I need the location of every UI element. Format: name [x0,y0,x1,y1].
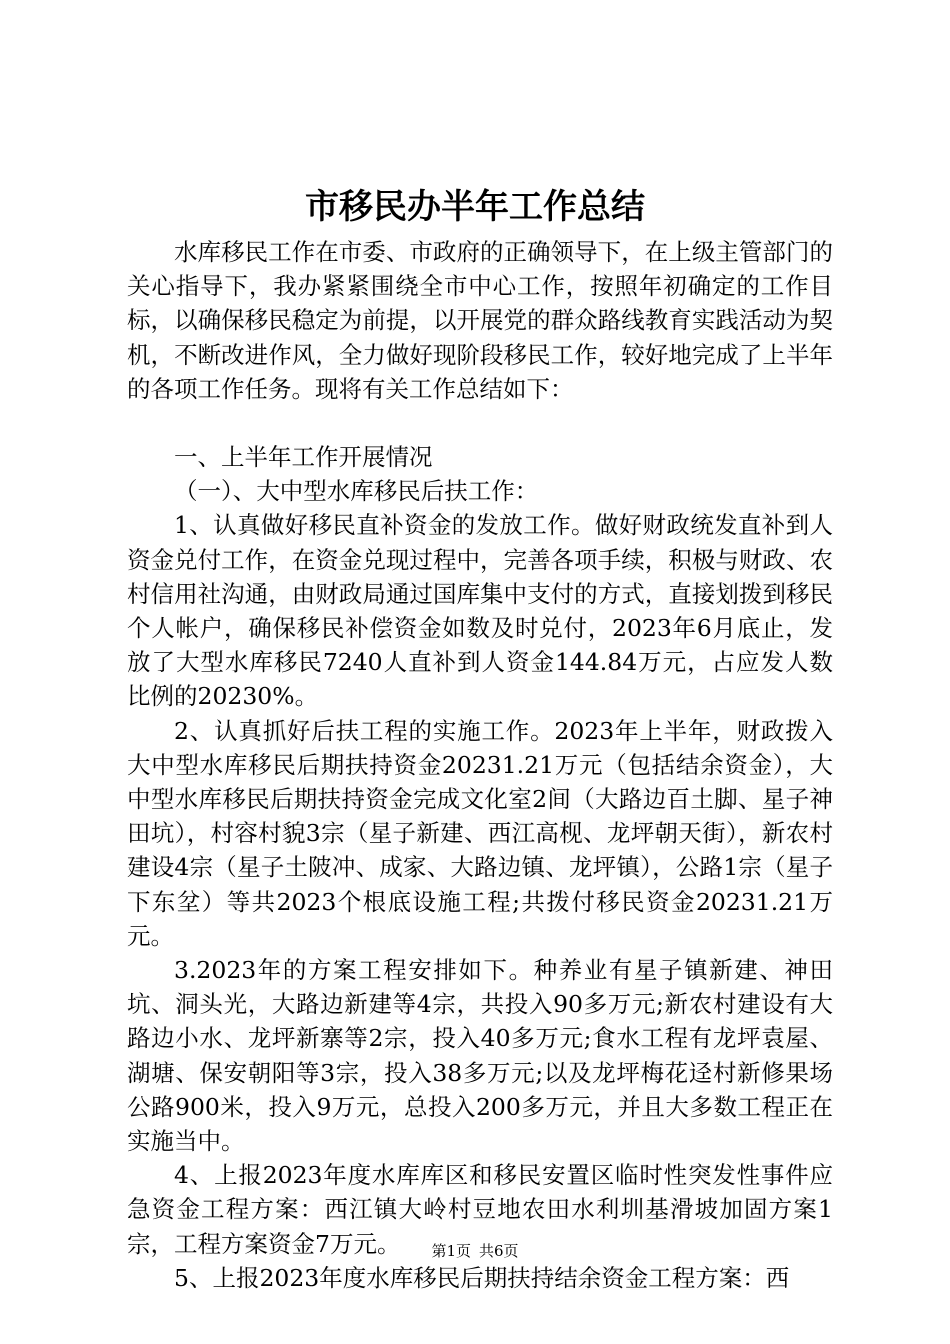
item-paragraph-4: 4、上报2023年度水库库区和移民安置区临时性突发性事件应急资金工程方案：西江镇大岭村豆地农田水利圳基滑坡加固方案1宗，工程方案资金7万元。 [127,1161,833,1258]
document-body [127,235,833,1295]
page-footer [0,1241,950,1261]
item-paragraph-5: 5、上报2023年度水库移民后期扶持结余资金工程方案：西 [174,1263,790,1292]
item-paragraph-2: 2、认真抓好后扶工程的实施工作。2023年上半年，财政拨入大中型水库移民后期扶持资金20231.21万元（包括结余资金），大中型水库移民后期扶持资金完成文化室2间（大路边百土脚、星子神田坑），村容村貌3宗（星子新建、西江高枧、龙坪朝天街），新农村建设4宗（星子土陂冲、成家、大路边镇、龙坪镇），公路1宗（星子下东坌）等共2023个根底设施工程;共拨付移民资金20231.21万元。 [127,716,833,950]
subsection-heading: （一）、大中型水库移民后扶工作： [174,477,539,506]
item-paragraph-1: 1、认真做好移民直补资金的发放工作。做好财政统发直补到人资金兑付工作，在资金兑现过程中，完善各项手续，积极与财政、农村信用社沟通，由财政局通过国库集中支付的方式，直接划拨到移民个人帐户，确保移民补偿资金如数及时兑付，2023年6月底止，发放了大型水库移民7240人直补到人资金144.84万元，占应发人数比例的20230%。 [127,511,833,711]
section-heading: 一、上半年工作开展情况 [174,443,433,472]
item-paragraph-3: 3.2023年的方案工程安排如下。种养业有星子镇新建、神田坑、洞头光，大路边新建等4宗，共投入90多万元;新农村建设有大路边小水、龙坪新寨等2宗，投入40多万元;食水工程有龙坪袁屋、湖塘、保安朝阳等3宗，投入38多万元;以及龙坪梅花迳村新修果场公路900米，投入9万元，总投入200多万元，并且大多数工程正在实施当中。 [127,956,833,1156]
intro-paragraph: 水库移民工作在市委、市政府的正确领导下，在上级主管部门的关心指导下，我办紧紧围绕全市中心工作，按照年初确定的工作目标，以确保移民稳定为前提，以开展党的群众路线教育实践活动为契机，不断改进作风，全力做好现阶段移民工作，较好地完成了上半年的各项工作任务。现将有关工作总结如下： [127,238,833,403]
document-title: 市移民办半年工作总结 [305,187,645,227]
page-total: 共6页 [479,1242,519,1260]
page-number: 第1页 [431,1242,471,1260]
